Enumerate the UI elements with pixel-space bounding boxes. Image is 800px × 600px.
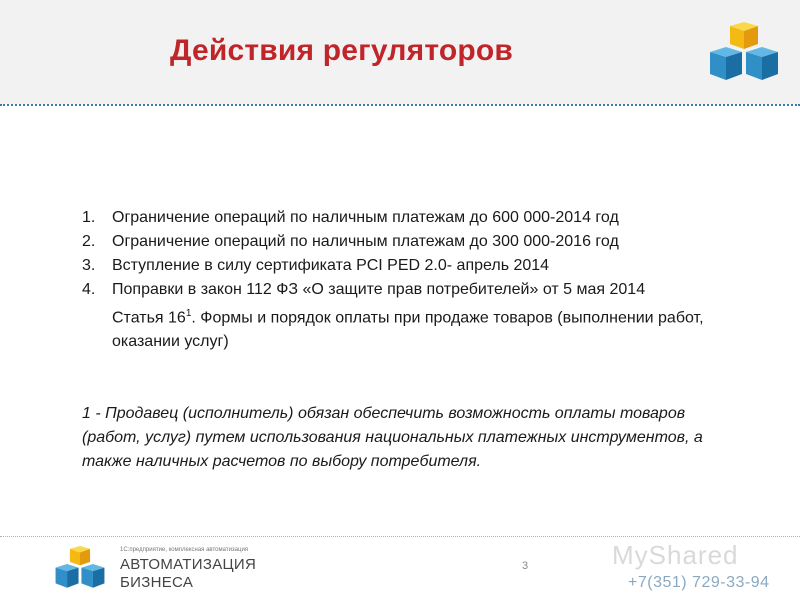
list-item-text: Вступление в силу сертификата PCI PED 2.0- апрель 2014 [112, 257, 550, 274]
list-item-continuation [112, 302, 772, 354]
list-item [82, 206, 772, 230]
brand-name-line1: АВТОМАТИЗАЦИЯ [120, 556, 257, 573]
brand-tagline: 1С:предприятие, комплексная автоматизация [120, 547, 249, 553]
header-divider [0, 104, 800, 106]
page-number: 3 [522, 560, 529, 572]
footnote-text: 1 - Продавец (исполнитель) обязан обеспечить возможность оплаты товаров (работ, услуг) путем использования национальных платежных инструментов, а также наличных расчетов по выбору потребителя. [82, 405, 703, 470]
slide-title: Действия регуляторов [170, 34, 514, 67]
list-item [82, 230, 772, 254]
list-item-number: 3. [82, 257, 96, 274]
list-item-number: 4. [82, 281, 96, 298]
cubes-logo-icon [708, 22, 780, 86]
cubes-logo-icon [54, 546, 106, 592]
list-item-number: 1. [82, 209, 96, 226]
watermark: MyShared [612, 540, 739, 570]
regulator-actions-list [82, 206, 772, 354]
list-item-text: Ограничение операций по наличным платежам до 600 000-2014 год [112, 209, 619, 226]
list-item [82, 254, 772, 278]
brand-name-line2: БИЗНЕСА [120, 574, 194, 591]
footer-divider [0, 536, 800, 537]
footnote-marker: 1 [185, 308, 192, 319]
article-description: . Формы и порядок оплаты при продаже товаров (выполнении работ, оказании услуг) [112, 309, 704, 351]
article-reference: Статья 16 [112, 309, 186, 327]
list-item-text: Поправки в закон 112 ФЗ «О защите прав потребителей» от 5 мая 2014 [112, 281, 646, 298]
list-item-text: Ограничение операций по наличным платежам до 300 000-2016 год [112, 233, 619, 250]
list-item-number: 2. [82, 233, 96, 250]
list-item [82, 278, 772, 354]
contact-phone: +7(351) 729-33-94 [628, 574, 770, 591]
